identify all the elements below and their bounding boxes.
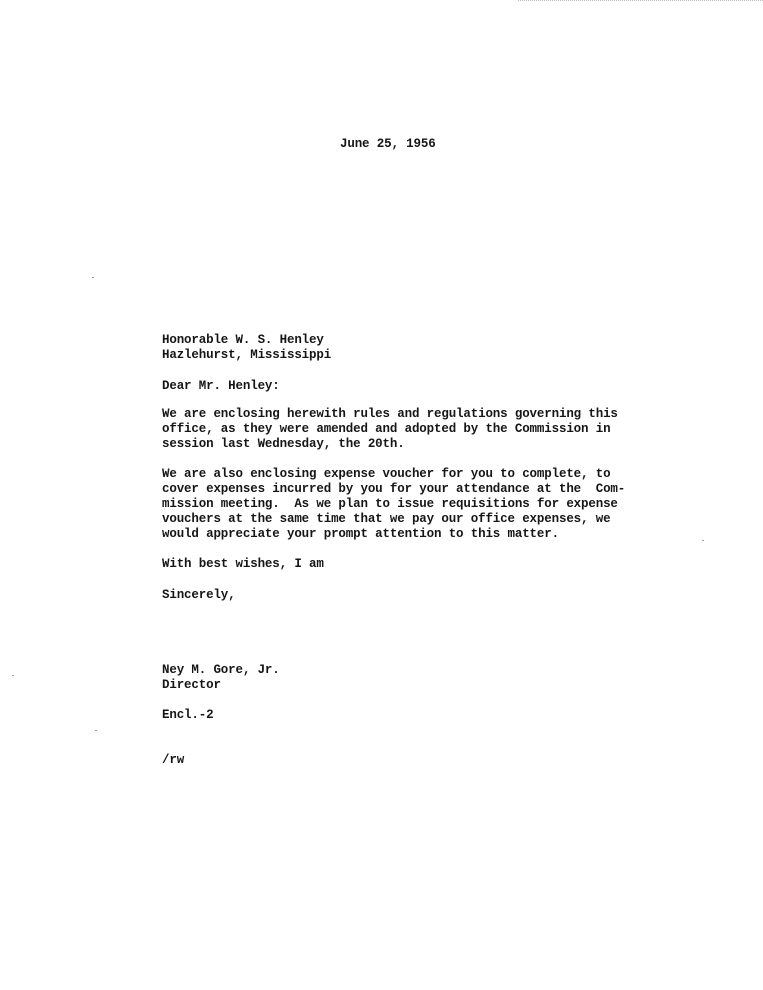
paragraph-line: vouchers at the same time that we pay our office expenses, we	[162, 512, 611, 526]
paragraph-line: office, as they were amended and adopted by the Commission in	[162, 422, 611, 436]
closing-phrase: With best wishes, I am	[162, 557, 324, 571]
recipient-location: Hazlehurst, Mississippi	[162, 348, 332, 362]
paragraph-line: We are enclosing herewith rules and regulations governing this	[162, 407, 618, 421]
recipient-name: Honorable W. S. Henley	[162, 333, 324, 347]
paragraph-line: session last Wednesday, the 20th.	[162, 437, 405, 451]
enclosure-note: Encl.-2	[162, 708, 214, 722]
scan-speck	[702, 540, 704, 541]
signer-name: Ney M. Gore, Jr.	[162, 663, 280, 677]
salutation: Dear Mr. Henley:	[162, 379, 280, 393]
paragraph-line: We are also enclosing expense voucher for you to complete, to	[162, 467, 611, 481]
paragraph-line: mission meeting. As we plan to issue requisitions for expense	[162, 497, 618, 511]
paragraph-line: would appreciate your prompt attention to this matter.	[162, 527, 559, 541]
letter-date: June 25, 1956	[340, 137, 436, 151]
paragraph-line: cover expenses incurred by you for your attendance at the Com-	[162, 482, 626, 496]
complimentary-closing: Sincerely,	[162, 588, 236, 602]
page-top-edge	[518, 0, 763, 1]
scan-speck	[12, 675, 14, 676]
signer-title: Director	[162, 678, 221, 692]
scan-speck	[95, 730, 97, 731]
typist-initials: /rw	[162, 753, 185, 767]
scan-speck	[92, 277, 94, 278]
